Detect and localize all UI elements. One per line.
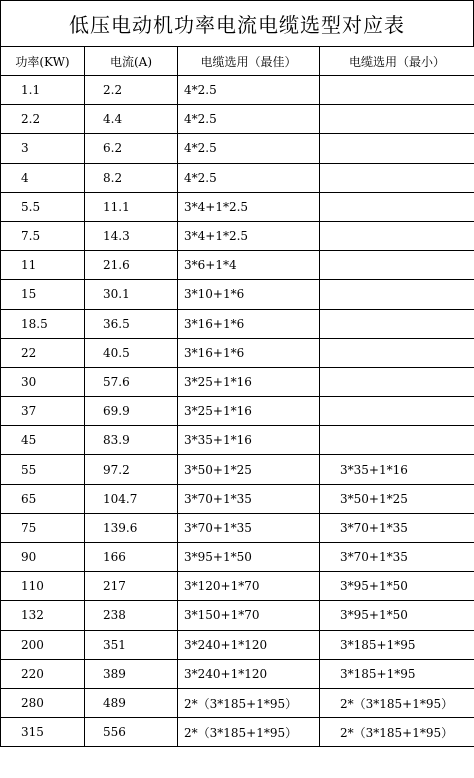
cable-min-cell: 3*70+1*35 — [320, 543, 474, 572]
cable-best-cell: 4*2.5 — [178, 163, 320, 192]
current-cell: 104.7 — [85, 484, 178, 513]
table-row — [1, 426, 474, 455]
power-cell: 90 — [1, 543, 85, 572]
power-cell: 11 — [1, 251, 85, 280]
cable-min-cell: 3*95+1*50 — [320, 572, 474, 601]
table-title: 低压电动机功率电流电缆选型对应表 — [0, 0, 474, 46]
cable-min-cell: 2*（3*185+1*95） — [320, 718, 474, 747]
current-cell: 351 — [85, 630, 178, 659]
cable-min-cell — [320, 105, 474, 134]
current-cell: 4.4 — [85, 105, 178, 134]
power-cell: 132 — [1, 601, 85, 630]
cable-min-cell — [320, 76, 474, 105]
cable-best-cell: 3*240+1*120 — [178, 659, 320, 688]
power-cell: 7.5 — [1, 221, 85, 250]
table-body — [1, 76, 474, 747]
current-cell: 21.6 — [85, 251, 178, 280]
cable-best-cell: 3*240+1*120 — [178, 630, 320, 659]
table-row — [1, 630, 474, 659]
cable-best-cell: 2*（3*185+1*95） — [178, 718, 320, 747]
cable-best-cell: 3*10+1*6 — [178, 280, 320, 309]
current-cell: 556 — [85, 718, 178, 747]
header-row — [1, 47, 474, 76]
power-cell: 65 — [1, 484, 85, 513]
table-row — [1, 105, 474, 134]
current-cell: 489 — [85, 688, 178, 717]
current-cell: 389 — [85, 659, 178, 688]
cable-min-cell: 3*70+1*35 — [320, 513, 474, 542]
cable-min-cell — [320, 280, 474, 309]
table-row — [1, 455, 474, 484]
cable-min-cell: 3*50+1*25 — [320, 484, 474, 513]
current-cell: 11.1 — [85, 192, 178, 221]
current-cell: 166 — [85, 543, 178, 572]
cable-min-cell — [320, 367, 474, 396]
cable-best-cell: 3*70+1*35 — [178, 484, 320, 513]
cable-best-cell: 3*25+1*16 — [178, 397, 320, 426]
table-row — [1, 280, 474, 309]
cable-best-cell: 4*2.5 — [178, 76, 320, 105]
power-cell: 4 — [1, 163, 85, 192]
table-row — [1, 192, 474, 221]
header-power: 功率(KW) — [1, 47, 85, 76]
cable-best-cell: 3*16+1*6 — [178, 338, 320, 367]
table-row — [1, 659, 474, 688]
cable-best-cell: 3*6+1*4 — [178, 251, 320, 280]
cable-best-cell: 3*150+1*70 — [178, 601, 320, 630]
cable-best-cell: 3*16+1*6 — [178, 309, 320, 338]
cable-min-cell — [320, 192, 474, 221]
table-row — [1, 397, 474, 426]
current-cell: 30.1 — [85, 280, 178, 309]
table-row — [1, 688, 474, 717]
power-cell: 5.5 — [1, 192, 85, 221]
current-cell: 139.6 — [85, 513, 178, 542]
table-row — [1, 718, 474, 747]
table-row — [1, 251, 474, 280]
cable-best-cell: 3*70+1*35 — [178, 513, 320, 542]
current-cell: 6.2 — [85, 134, 178, 163]
cable-best-cell: 2*（3*185+1*95） — [178, 688, 320, 717]
cable-best-cell: 3*120+1*70 — [178, 572, 320, 601]
power-cell: 75 — [1, 513, 85, 542]
cable-min-cell: 3*185+1*95 — [320, 659, 474, 688]
cable-best-cell: 4*2.5 — [178, 134, 320, 163]
power-cell: 200 — [1, 630, 85, 659]
cable-min-cell: 3*35+1*16 — [320, 455, 474, 484]
cable-min-cell — [320, 251, 474, 280]
table-row — [1, 309, 474, 338]
header-current: 电流(A) — [85, 47, 178, 76]
current-cell: 57.6 — [85, 367, 178, 396]
power-cell: 315 — [1, 718, 85, 747]
table-row — [1, 163, 474, 192]
cable-best-cell: 3*35+1*16 — [178, 426, 320, 455]
current-cell: 97.2 — [85, 455, 178, 484]
current-cell: 69.9 — [85, 397, 178, 426]
cable-best-cell: 3*4+1*2.5 — [178, 221, 320, 250]
power-cell: 3 — [1, 134, 85, 163]
cable-min-cell: 2*（3*185+1*95） — [320, 688, 474, 717]
cable-best-cell: 3*50+1*25 — [178, 455, 320, 484]
current-cell: 238 — [85, 601, 178, 630]
table-row — [1, 221, 474, 250]
power-cell: 220 — [1, 659, 85, 688]
power-cell: 22 — [1, 338, 85, 367]
cable-min-cell: 3*95+1*50 — [320, 601, 474, 630]
cable-min-cell — [320, 221, 474, 250]
table-row — [1, 367, 474, 396]
cable-min-cell — [320, 338, 474, 367]
power-cell: 45 — [1, 426, 85, 455]
power-cell: 1.1 — [1, 76, 85, 105]
table-row — [1, 513, 474, 542]
power-cell: 55 — [1, 455, 85, 484]
table-row — [1, 601, 474, 630]
table-row — [1, 338, 474, 367]
table-row — [1, 484, 474, 513]
power-cell: 2.2 — [1, 105, 85, 134]
cable-min-cell — [320, 309, 474, 338]
power-cell: 280 — [1, 688, 85, 717]
cable-best-cell: 3*95+1*50 — [178, 543, 320, 572]
cable-selection-table — [0, 46, 474, 747]
table-row — [1, 76, 474, 105]
power-cell: 15 — [1, 280, 85, 309]
cable-best-cell: 3*25+1*16 — [178, 367, 320, 396]
power-cell: 110 — [1, 572, 85, 601]
cable-min-cell — [320, 397, 474, 426]
current-cell: 217 — [85, 572, 178, 601]
cable-min-cell — [320, 163, 474, 192]
current-cell: 2.2 — [85, 76, 178, 105]
current-cell: 14.3 — [85, 221, 178, 250]
table-row — [1, 543, 474, 572]
table-row — [1, 572, 474, 601]
header-cable-best: 电缆选用（最佳） — [178, 47, 320, 76]
power-cell: 30 — [1, 367, 85, 396]
power-cell: 37 — [1, 397, 85, 426]
cable-best-cell: 3*4+1*2.5 — [178, 192, 320, 221]
current-cell: 36.5 — [85, 309, 178, 338]
current-cell: 8.2 — [85, 163, 178, 192]
cable-best-cell: 4*2.5 — [178, 105, 320, 134]
cable-min-cell: 3*185+1*95 — [320, 630, 474, 659]
cable-min-cell — [320, 426, 474, 455]
power-cell: 18.5 — [1, 309, 85, 338]
current-cell: 83.9 — [85, 426, 178, 455]
header-cable-min: 电缆选用（最小） — [320, 47, 474, 76]
cable-min-cell — [320, 134, 474, 163]
table-row — [1, 134, 474, 163]
current-cell: 40.5 — [85, 338, 178, 367]
